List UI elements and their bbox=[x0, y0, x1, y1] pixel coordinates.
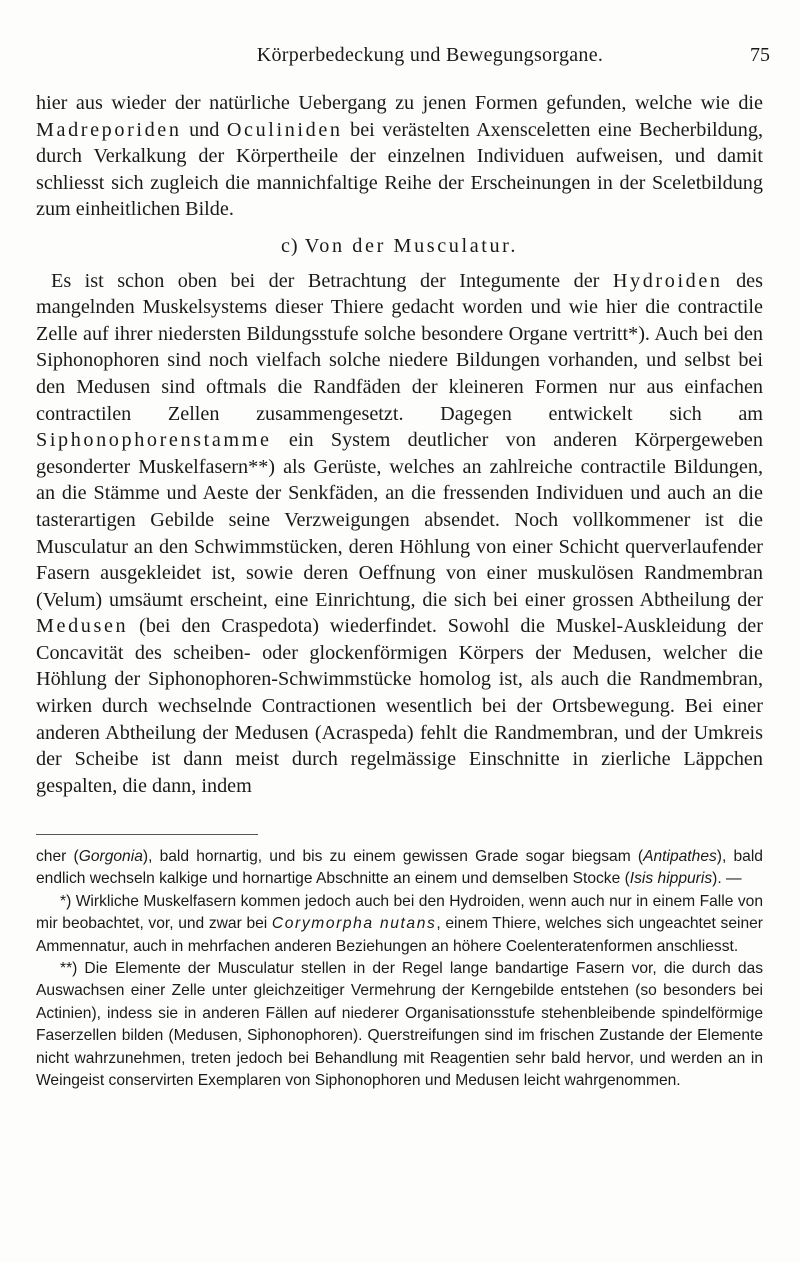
paragraph-1 bbox=[36, 90, 763, 223]
page-number: 75 bbox=[750, 44, 770, 66]
footnote-2 bbox=[36, 958, 763, 1092]
text-run: und bbox=[181, 118, 227, 141]
section-heading bbox=[36, 233, 763, 260]
spaced-term: Hydroiden bbox=[612, 269, 723, 292]
text-run: bei verästelten Axensceletten eine Becherbildung, durch Verkalkung der Körpertheile der einzelnen Individuen aufweisen, und damit schliesst sich zugleich die mannichfaltige Reihe der Erscheinungen in der Sceletbildung zum einheitlichen Bilde. bbox=[36, 118, 763, 221]
main-text bbox=[36, 90, 763, 799]
paragraph-2 bbox=[36, 268, 763, 800]
footnote-divider bbox=[36, 834, 258, 835]
italic-term: Corymorpha nutans bbox=[271, 915, 437, 933]
spaced-term: Madreporiden bbox=[36, 118, 182, 141]
text-run: ). — bbox=[712, 870, 742, 888]
text-run: ein System deutlicher von anderen Körpergeweben gesonderter Muskelfasern**) als Gerüste, welches an zahlreiche contractile Bildungen, an die Stämme und Aeste der Senkfäden, an die fressenden Individuen und auch an die tasterartigen Gebilde seine Verzweigungen absendet. Noch vollkommener ist die Musculatur an den Schwimmstücken, deren Höhlung von einer Schicht querverlaufender Fasern ausgekleidet ist, sowie deren Oeffnung von einer muskulösen Randmembran (Velum) umsäumt erscheint, eine Einrichtung, die sich bei einer grossen Abtheilung der bbox=[36, 429, 763, 611]
footnote-continuation bbox=[36, 846, 763, 891]
text-run: , einem Thiere, welches sich ungeachtet seiner Ammennatur, auch in mehrfachen anderen Beziehungen an höhere Coelenteratenformen anschliesst. bbox=[36, 915, 764, 955]
text-run: Es ist schon oben bei der Betrachtung der Integumente der bbox=[51, 269, 613, 292]
heading-title: Von der Musculatur. bbox=[304, 234, 519, 257]
text-run: hier aus wieder der natürliche Uebergang zu jenen Formen gefunden, welche wie die bbox=[36, 92, 763, 114]
text-run: **) Die Elemente der Musculatur stellen in der Regel lange bandartige Fasern vor, die durch das Auswachsen einer Zelle unter gleichzeitiger Vermehrung der Kerngebilde entstehen (so besonders bei Actinien), indess sie in anderen Fällen auf niederer Organisationsstufe stehenbleibende spindelförmige Faserzellen bilden (Medusen, Siphonophoren). Querstreifungen sind im frischen Zustande der Elemente nicht wahrzunehmen, treten jedoch bei Behandlung mit Reagentien sehr bald hervor, und werden an in Weingeist conservirten Exemplaren von Siphonophoren und Medusen leicht wahrgenommen. bbox=[36, 960, 763, 1090]
footnote-1 bbox=[36, 891, 763, 958]
text-run: (bei den Craspedota) wiederfindet. Sowohl die Muskel-Auskleidung der Concavität des scheiben- oder glockenförmigen Körpers der Medusen, welcher die Höhlung der Siphonophoren-Schwimmstücke homolog ist, als auch die Randmembran, wirken durch wechselnde Contractionen wesentlich bei der Ortsbewegung. Bei einer anderen Abtheilung der Medusen (Acraspeda) fehlt die Randmembran, und der Umkreis der Scheibe ist dann meist durch regelmässige Einschnitte in zierliche Läppchen gespalten, die dann, indem bbox=[36, 615, 763, 797]
footnotes bbox=[36, 846, 763, 1092]
text-run: *) Wirkliche Muskelfasern kommen jedoch auch bei den Hydroiden, wenn auch nur in einem Falle von mir beobachtet, vor, und zwar bei bbox=[36, 892, 763, 933]
text-run: ), bald hornartig, und bis zu einem gewissen Grade sogar biegsam ( bbox=[142, 848, 644, 865]
italic-term: Isis hippuris bbox=[629, 870, 713, 888]
spaced-term: Medusen bbox=[36, 615, 129, 638]
italic-term: Antipathes bbox=[643, 848, 717, 865]
heading-prefix: c) bbox=[280, 234, 305, 257]
spaced-term: Siphonophorenstamme bbox=[36, 429, 272, 452]
text-run: des mangelnden Muskelsystems dieser Thiere gedacht worden und wie hier die contractile Zelle auf ihrer niedersten Bildungsstufe solche besondere Organe vertritt*). Auch bei den Siphonophoren sind noch vielfach solche niedere Bildungen vorhanden, und selbst bei den Medusen sind oftmals die Randfäden der kleineren Formen nur aus einfachen contractilen Zellen zusammengesetzt. Dagegen entwickelt sich am bbox=[36, 269, 763, 425]
text-run: cher ( bbox=[36, 848, 79, 865]
text-run: ), bald endlich wechseln kalkige und hornartige Abschnitte an einem und demselben Stocke ( bbox=[36, 848, 763, 888]
spaced-term: Oculiniden bbox=[226, 118, 343, 141]
italic-term: Gorgonia bbox=[78, 848, 143, 865]
running-title: Körperbedeckung und Bewegungsorgane. bbox=[256, 44, 604, 66]
